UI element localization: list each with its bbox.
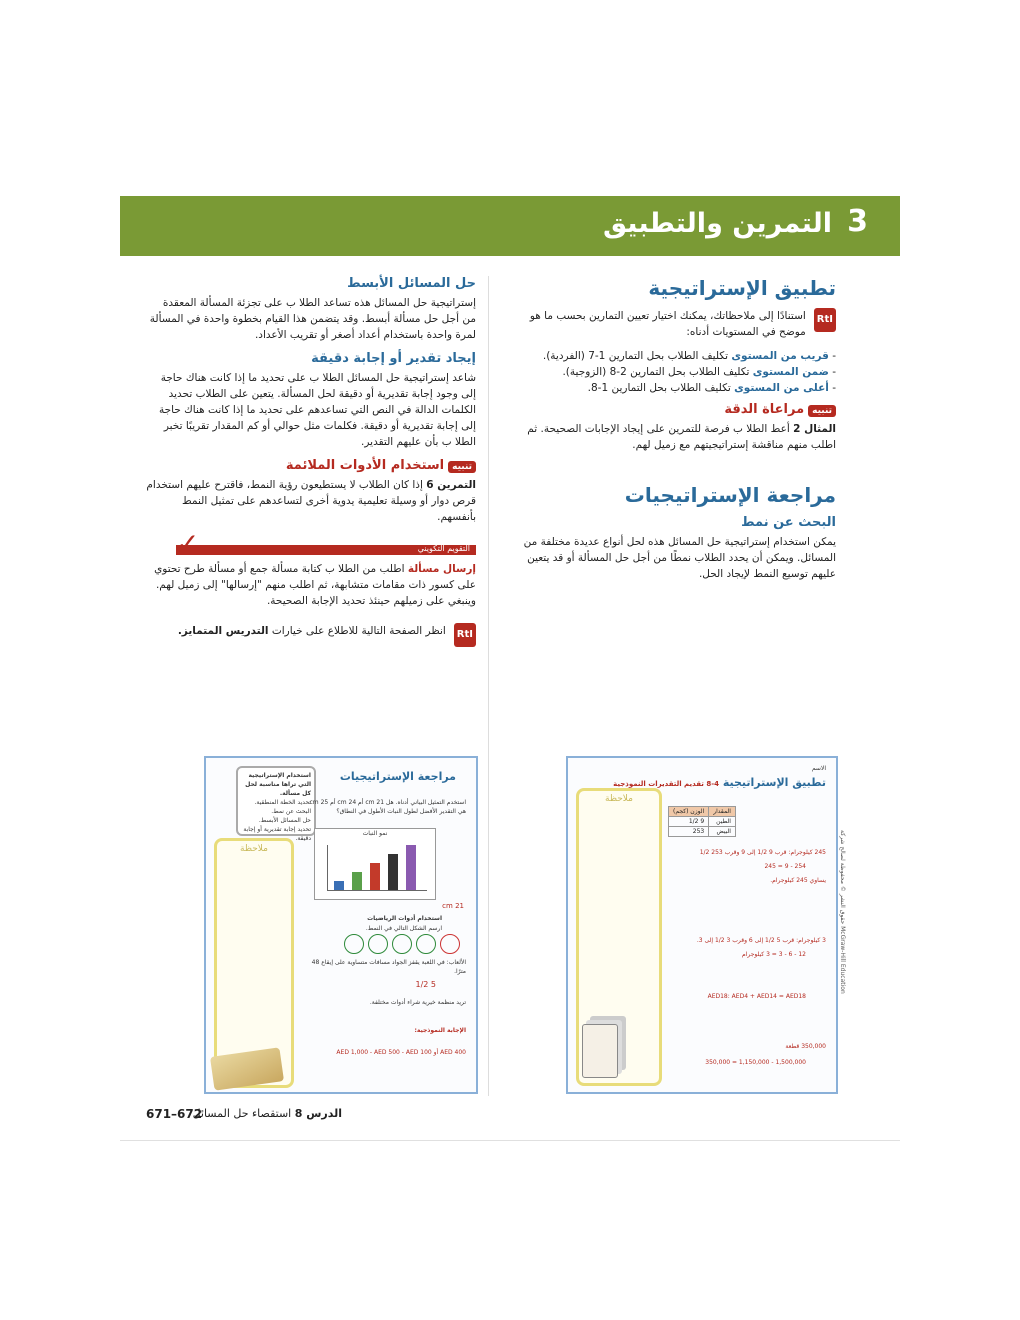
- section-number: 3: [847, 204, 868, 239]
- answer-cm: 21 cm: [442, 902, 464, 910]
- send-problem-text: إرسال مسألة اطلب من الطلا ب كتابة مسألة جمع أو مسألة طرح تحتوي على كسور ذات مقامات متشابهة، ثم اطلب منهم "إرسالها" إلى زميل لهم. وينبغي على زميلهم حينئذ تحديد الإجابة الصحيحة.: [154, 563, 476, 607]
- spinner-icon: [416, 934, 436, 954]
- answer-line: 12 - 6 - 3 = 3 كيلوجرام: [742, 951, 806, 958]
- thumb-title: تطبيق الإستراتيجية 4-8 تقديم التقديرات النموذجية: [613, 776, 826, 789]
- section-banner: [120, 196, 900, 256]
- strategy-side-box: استخدام الإستراتيجية التي تراها مناسبة لحل كل مسألة. تحديد الخطة المنطقية. البحث عن نمط. حل المسائل الأبسط. تحديد إجابة تقديرية أو إجابة دقيقة.: [236, 766, 316, 836]
- table-row: [669, 807, 736, 817]
- thumb-name-label: الاسم: [811, 765, 826, 772]
- table-row: [669, 817, 736, 827]
- copyright-vertical: حقوق النشر © محفوظة لصالح شركة McGraw-Hill Education: [839, 830, 846, 994]
- question-5: استخدم التمثيل البياني أدناه. هل 21 cm أم 24 cm أم 25 cm هي التقدير الأفضل لطول النبات الأطول في النطاق؟: [309, 799, 466, 815]
- table-cell: الطين: [709, 817, 736, 827]
- model-answer: AED 400 أو AED 1,000 - AED 500 - AED 100: [336, 1049, 466, 1056]
- estimate-heading: إيجاد تقدير أو إجابة دقيقة: [311, 351, 476, 366]
- review-strategies-thumbnail: [204, 756, 478, 1094]
- chart-bar: [406, 845, 416, 890]
- question-8: تريد منظمة خيرية شراء أدوات مختلفة.: [369, 999, 466, 1006]
- note-box: ملاحظة: [214, 838, 294, 1088]
- table-header: الوزن (كجم): [669, 807, 709, 817]
- answer-line: 245 كيلوجرام: قرب 9 1/2 إلى 9 وقرب 253 1/2: [699, 849, 826, 856]
- chart-plot-area: [327, 845, 427, 891]
- rti-badge: RtI: [814, 308, 836, 332]
- chart-bar: [352, 872, 362, 890]
- tools-heading: تنبيهاستخدام الأدوات الملائمة: [146, 458, 476, 473]
- question-7: الألعاب: في اللعبة يقفز الجواد مسافات متساوية على إيقاع 48 مترًا.: [311, 959, 466, 975]
- answer-line: 1,500,000 - 1,150,000 = 350,000: [705, 1059, 806, 1066]
- section-title: التمرين والتطبيق: [602, 208, 832, 239]
- accuracy-text: المثال 2 أعط الطلا ب فرصة للتمرين على إيجاد الإجابات الصحيحة. ثم اطلب منهم مناقشة إستراتيجيتهم مع زميل لهم.: [527, 423, 836, 451]
- left-column: [146, 276, 476, 647]
- next-page-note: RtI انظر الصفحة التالية للاطلاع على خيارات التدريس المتمايز.: [146, 623, 476, 639]
- checkmark-icon: ✓: [176, 527, 200, 560]
- tools-text: التمرين 6 إذا كان الطلاب لا يستطيعون رؤية النمط، فاقترح عليهم استخدام قرص دوار أو وسيلة تعليمية يدوية أخرى لتساعدهم على تمثيل النمط بأنفسهم.: [146, 479, 476, 523]
- dominoes-image: [582, 1024, 618, 1078]
- formative-assessment-bar: التقويم التكويني ✓: [176, 545, 476, 555]
- chart-bar: [370, 863, 380, 890]
- answer-fraction: 5 1/2: [415, 980, 436, 989]
- review-strategies-heading: مراجعة الإستراتيجيات: [624, 483, 836, 507]
- question-6-title: استخدام أدوات الرياضيات: [367, 915, 442, 922]
- model-answer-label: الإجابة النموذجية:: [414, 1027, 466, 1034]
- rti-badge: RtI: [454, 623, 476, 647]
- question-6-text: ارسم الشكل التالي في النمط.: [365, 925, 442, 932]
- simple-text: إستراتيجية حل المسائل هذه تساعد الطلا ب على تجزئة المسألة المعقدة من أجل حل مسألة أبسط. وقد يتضمن هذا القيام بخطوة واحدة في المسألة لمرة واحدة باستخدام أعداد أصغر أو تقريب الأعداد.: [149, 297, 476, 341]
- answer-line: 3 كيلوجرام: قرب 5 1/2 إلى 6 وقرب 3 1/2 إلى 3.: [696, 937, 826, 944]
- note-box: ملاحظة: [576, 788, 662, 1086]
- thumb-title: مراجعة الإستراتيجيات: [339, 770, 456, 783]
- list-item: - قريب من المستوى تكليف الطلاب بحل التمارين 1-7 (الفردية).: [542, 350, 836, 362]
- estimate-text: شاعد إستراتيجية حل المسائل الطلا ب على تحديد ما إذا كانت هناك حاجة إلى وجود إجابة تقديرية أو دقيقة لحل المسألة. يتعين على الطلاب تحديد الكلمات الدالة في النص التي تساعدهم على تحديد ما إذا كانت هناك حاجة إلى إجابة تقديرية أو دقيقة. فكلمات مثل حوالي أو كم المقدار تقريبًا تخبر الطلا ب بأن عليهم التقدير.: [159, 372, 476, 448]
- spinner-icon: [368, 934, 388, 954]
- warning-tag: تنبيه: [808, 405, 836, 417]
- data-table: [668, 806, 736, 837]
- rti-intro: RtI استنادًا إلى ملاحظاتك، يمكنك اختيار تعيين التمارين بحسب ما هو موضح في المستويات أدناه:: [500, 308, 836, 340]
- level-list: [500, 348, 836, 396]
- simple-heading: حل المسائل الأبسط: [347, 276, 476, 291]
- table-cell: 253: [669, 827, 709, 837]
- table-cell: 9 1/2: [669, 817, 709, 827]
- answer-line: AED18: AED4 + AED14 = AED18: [707, 993, 806, 1000]
- table-cell: البيض: [709, 827, 736, 837]
- spinner-icon: [440, 934, 460, 954]
- page-numbers: 671–672: [146, 1107, 203, 1121]
- answer-line: 350,000 قطعة: [785, 1043, 826, 1050]
- table-row: [669, 827, 736, 837]
- footer-lesson: الدرس 8 استقصاء حل المسائل: [192, 1107, 342, 1120]
- plant-growth-chart: [314, 828, 436, 900]
- spinner-icon: [392, 934, 412, 954]
- footer-rule: [120, 1140, 900, 1141]
- warning-tag: تنبيه: [448, 461, 476, 473]
- pattern-heading: البحث عن نمط: [741, 515, 836, 530]
- list-item: - ضمن المستوى تكليف الطلاب بحل التمارين 2-8 (الزوجية).: [562, 366, 836, 378]
- spinner-pattern: [342, 934, 462, 958]
- apply-strategy-heading: تطبيق الإستراتيجية: [648, 276, 836, 300]
- right-column: [500, 276, 836, 590]
- pattern-text: يمكن استخدام إستراتيجية حل المسائل هذه لحل أنواع عديدة مختلفة من المسائل. ويمكن أن يحدد الطلاب نمطًا من أجل حل المسألة أو قد يتعين عليهم توسيع النمط لإيجاد الحل.: [523, 536, 836, 580]
- table-header: المقدار: [709, 807, 736, 817]
- apply-strategy-thumbnail: [566, 756, 838, 1094]
- answer-line: 254 - 9 = 245: [764, 863, 806, 870]
- chart-bar: [388, 854, 398, 890]
- column-divider: [488, 276, 489, 1096]
- chart-bar: [334, 881, 344, 890]
- chart-title: نمو النبات: [362, 830, 388, 837]
- accuracy-heading: تنبيهمراعاة الدقة: [500, 402, 836, 417]
- answer-line: يساوي 245 كيلوجرام.: [770, 877, 826, 884]
- spinner-icon: [344, 934, 364, 954]
- list-item: - أعلى من المستوى تكليف الطلاب بحل التمارين 1-8.: [587, 382, 836, 394]
